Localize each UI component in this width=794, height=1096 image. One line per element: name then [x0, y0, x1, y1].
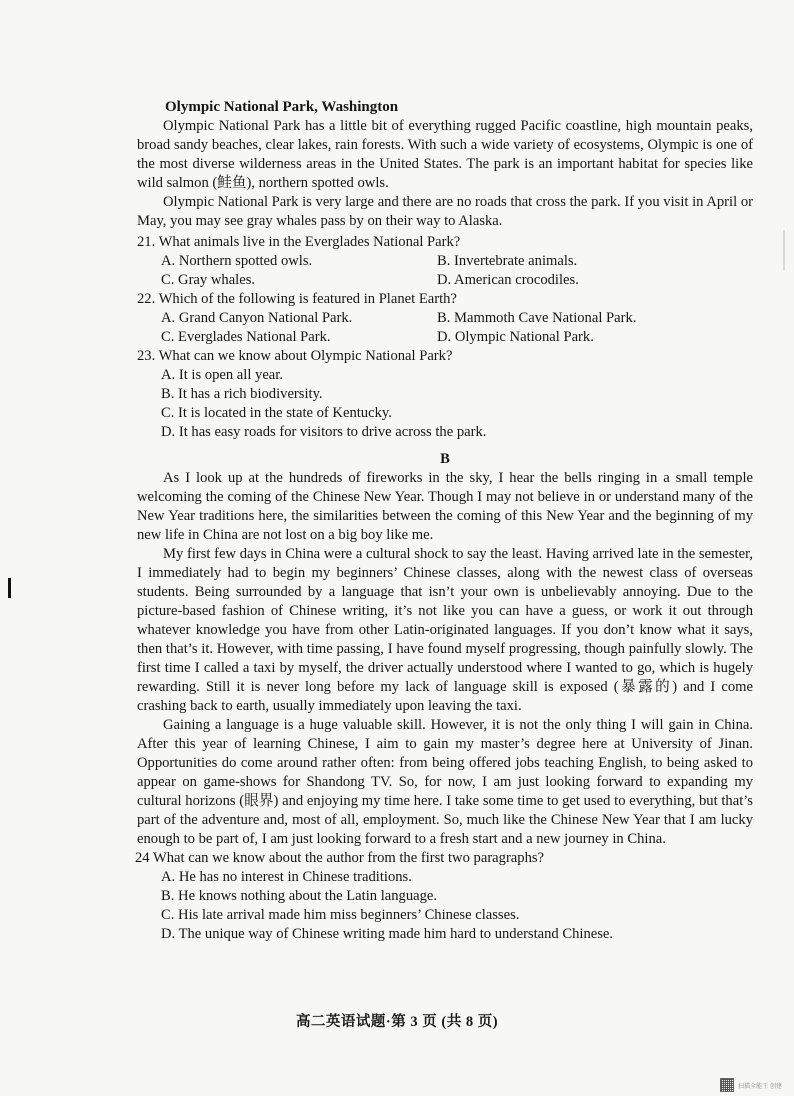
scan-artifact: [783, 230, 785, 270]
qr-code-icon: [720, 1078, 734, 1092]
option[interactable]: C. It is located in the state of Kentucky.: [161, 405, 392, 421]
paragraph: Olympic National Park has a little bit of everything rugged Pacific coastline, high mountain peaks, broad sandy beaches, clear lakes, rain forests. With such a wide variety of ecosystems, Olympic is one of the most diverse wilderness areas in the United States. The park is an important habitat for species like wild salmon (鲑鱼), northern spotted owls.: [137, 118, 753, 191]
option[interactable]: B. It has a rich biodiversity.: [161, 386, 323, 402]
option[interactable]: A. Northern spotted owls.: [161, 253, 313, 269]
option[interactable]: D. It has easy roads for visitors to drive across the park.: [161, 424, 487, 440]
option[interactable]: A. He has no interest in Chinese traditions.: [161, 869, 412, 885]
options-list: [137, 366, 753, 442]
option[interactable]: D. Olympic National Park.: [437, 329, 594, 345]
section-b: [137, 450, 753, 944]
option[interactable]: A. Grand Canyon National Park.: [161, 310, 353, 326]
scan-artifact: [8, 578, 11, 598]
question-stem: 22. Which of the following is featured in Planet Earth?: [137, 291, 457, 307]
option[interactable]: D. The unique way of Chinese writing made him hard to understand Chinese.: [161, 926, 614, 942]
paragraph: As I look up at the hundreds of fireworks in the sky, I hear the bells ringing in a small temple welcoming the coming of the Chinese New Year. Though I may not believe in or understand many of the New Year traditions here, the similarities between the coming of this New Year and the beginning of my new life in China are not lost on a big boy like me.: [137, 470, 753, 543]
section-a: [137, 98, 753, 231]
option[interactable]: C. Gray whales.: [161, 272, 256, 288]
scanner-watermark: [720, 1078, 782, 1092]
options-grid: [137, 309, 753, 347]
question-stem: 24 What can we know about the author from the first two paragraphs?: [135, 850, 545, 866]
options-grid: [137, 252, 753, 290]
option[interactable]: B. Mammoth Cave National Park.: [437, 310, 637, 326]
option[interactable]: A. It is open all year.: [161, 367, 283, 383]
paragraph: Olympic National Park is very large and there are no roads that cross the park. If you visit in April or May, you may see gray whales pass by on their way to Alaska.: [137, 194, 753, 229]
watermark-text: 扫描全能王 创建: [738, 1082, 782, 1090]
question-stem: 21. What animals live in the Everglades National Park?: [137, 234, 461, 250]
questions-21-23: [137, 233, 753, 442]
option[interactable]: B. Invertebrate animals.: [437, 253, 578, 269]
page-footer: 高二英语试题·第 3 页 (共 8 页): [295, 1014, 499, 1030]
section-label: B: [440, 451, 450, 467]
option[interactable]: B. He knows nothing about the Latin language.: [161, 888, 438, 904]
paragraph: Gaining a language is a huge valuable skill. However, it is not the only thing I will gain in China. After this year of learning Chinese, I aim to gain my master’s degree here at University of Jinan. Opportunities do come around rather often: from being offered jobs teaching English, to being asked to appear on game-shows for Shandong TV. So, for now, I am just looking forward to expanding my cultural horizons (眼界) and enjoying my time here. I take some time to get used to everything, but that’s part of the adventure and, most of all, employment. So, much like the Chinese New Year that I am lucky enough to be part of, I am just looking forward to a fresh start and a new journey in China.: [137, 717, 753, 847]
option[interactable]: D. American crocodiles.: [437, 272, 579, 288]
question-stem: 23. What can we know about Olympic National Park?: [137, 348, 453, 364]
paragraph: My first few days in China were a cultural shock to say the least. Having arrived late in the semester, I immediately had to begin my beginners’ Chinese classes, along with the newest class of overseas students. Being surrounded by a language that isn’t your own is unbelievably annoying. Due to the picture-based fashion of Chinese writing, it’s not like you can have a guess, or work it out through whatever knowledge you have from other Latin-originated languages. If you don’t know what it says, then that’s it. However, with time passing, I have found myself progressing, though painfully slowly. The first time I called a taxi by myself, the driver actually understood where I wanted to go, which is hugely rewarding. Still it is never long before my lack of language skill is exposed (暴露的) and I come crashing back to earth, usually immediately upon leaving the taxi.: [137, 546, 753, 714]
park-title: Olympic National Park, Washington: [165, 99, 399, 115]
option[interactable]: C. Everglades National Park.: [161, 329, 331, 345]
options-list: [137, 868, 753, 944]
option[interactable]: C. His late arrival made him miss beginners’ Chinese classes.: [161, 907, 520, 923]
